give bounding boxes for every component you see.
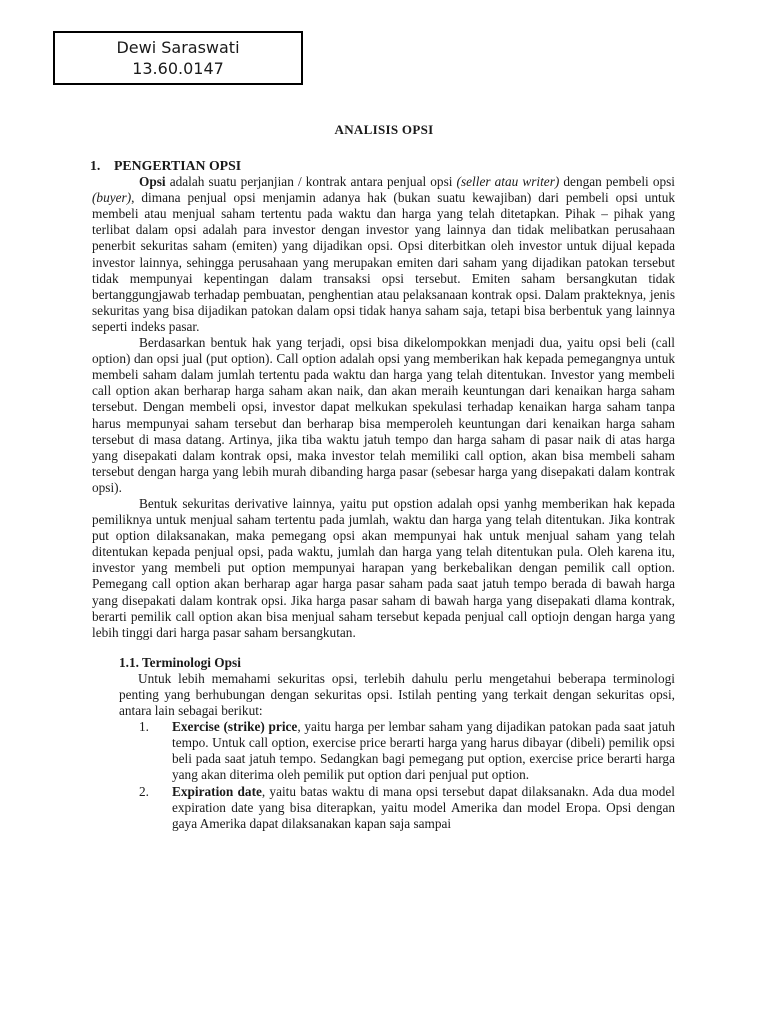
author-box <box>53 31 303 85</box>
subsection-heading: 1.1. Terminologi Opsi <box>119 654 241 670</box>
paragraph-put-option: Bentuk sekuritas derivative lainnya, yaitu put opstion adalah opsi yanhg memberikan hak kepada pemiliknya untuk menjual saham tertentu pada jumlah, waktu dan harga yang telah ditentukan. Jika kontrak put option dilaksanakan, maka pemegang opsi akan mempunyai hak untuk menjual saham yang telah ditentukan kepada penjual opsi, pada waktu, jumlah dan harga yang telah ditentukan pula. Oleh karena itu, investor yang membeli put option mempunyai harapan yang berkebalikan dengan pemilik call option. Pemegang call option akan berharap agar harga pasar saham pada saat jatuh tempo berada di bawah harga yang disepakati dalam kontrak opsi. Jika harga pasar saham di bawah harga yang disepakati dlama kontrak, berarti pemilik call option akan bisa menjual saham tersebut kepada penjual call optiojn dengan harga yang lebih tinggi dari harga pasar saham bersangkutan. <box>92 495 675 640</box>
document-body <box>92 158 675 832</box>
subsection-intro: Untuk lebih memahami sekuritas opsi, terlebih dahulu perlu mengetahui beberapa terminologi penting yang berhubungan dengan sekuritas opsi. Istilah penting yang terkait dengan sekuritas opsi, antara lain sebagai berikut: <box>119 670 675 719</box>
section-number: 1. <box>90 158 101 173</box>
list-text: , yaitu batas waktu di mana opsi tersebut dapat dilaksanakn. Ada dua model expiration date yang bisa diterapkan, yaitu model Amerika dan model Eropa. Opsi dengan gaya Amerika dapat dilaksanakan kapan saja sampai <box>172 783 675 831</box>
italic-run: (buyer) <box>92 190 132 206</box>
list-number: 2. <box>139 783 149 799</box>
term-opsi: Opsi <box>139 174 166 190</box>
student-id: 13.60.0147 <box>132 59 224 78</box>
list-term: Expiration date <box>172 783 262 799</box>
document-title: ANALISIS OPSI <box>334 122 434 137</box>
list-text: , yaitu harga per lembar saham yang dijadikan patokan pada saat jatuh tempo. Untuk call option, exercise price berarti harga yang harus dibayar (dibeli) pemilik opsi beli pada saat jatuh tempo. Sedangkan bagi pemegang put option, exercise price berarti harga yang akan diterima oleh pemilik put option dari penjual put option. <box>172 719 675 783</box>
list-number: 1. <box>139 719 149 735</box>
list-item <box>139 783 675 832</box>
paragraph-definition <box>92 174 675 335</box>
section-title: PENGERTIAN OPSI <box>114 158 242 173</box>
author-name: Dewi Saraswati <box>116 38 240 57</box>
terminology-list <box>92 719 675 832</box>
text-run: dengan pembeli opsi <box>559 174 675 190</box>
section-heading <box>90 158 675 174</box>
text-run: adalah suatu perjanjian / kontrak antara penjual opsi <box>165 174 457 190</box>
text-run: , dimana penjual opsi menjamin adanya hak (bukan suatu kewajiban) dari pembeli opsi untuk membeli atau menjual saham tertentu pada waktu dan harga yang telah ditetapkan. Pihak – pihak yang terlibat dalam opsi adalah para investor dengan investor yang lainnya dan tidak melibatkan perusahaan penerbit sekuritas saham (emiten) yang dijadikan opsi. Opsi diterbitkan oleh investor untuk dijual kepada investor lainnya, sehingga perusahaan yang merupakan emiten dari saham yang dijadikan patokan tersebut tidak mempunyai kepentingan dalam transaksi opsi tersebut. Emiten saham bersangkutan tidak bertanggungjawab terhadap pembuatan, penghentian atau pelaksanaan kontrak opsi. Dalam prakteknya, jenis sekuritas yang bisa dijadikan patokan dalam opsi tidak hanya saham saja, tetapi bisa berbentuk yang lainnya seperti indeks pasar. <box>92 190 675 334</box>
list-term: Exercise (strike) price <box>172 719 298 735</box>
paragraph-call-option: Berdasarkan bentuk hak yang terjadi, opsi bisa dikelompokkan menjadi dua, yaitu opsi beli (call option) dan opsi jual (put option). Call option adalah opsi yang memberikan hak kepada pemegangnya untuk membeli saham dalam jumlah tertentu pada waktu dan harga yang telah ditentukan. Investor yang membeli call option akan berharap harga saham akan naik, dan akan meraih keuntungan dari kenaikan harga saham tersebut. Dengan membeli opsi, investor dapat melkukan spekulasi terhadap kenaikan harga saham tanpa harus mempunyai saham tersebut dan berharap bisa memperoleh keuntungan dari kenaikan harga saham tersebut di masa datang. Artinya, jika tiba waktu jatuh tempo dan harga saham di pasar naik di atas harga yang disepakati dalam kontrak opsi, maka investor telah memiliki call option, akan bisa membeli saham tersebut dengan harga yang lebih murah dibanding harga pasar (sebesar harga yang disepakati dalam kontrak opsi). <box>92 335 675 495</box>
list-item <box>139 719 675 783</box>
italic-run: (seller atau writer) <box>456 174 560 190</box>
